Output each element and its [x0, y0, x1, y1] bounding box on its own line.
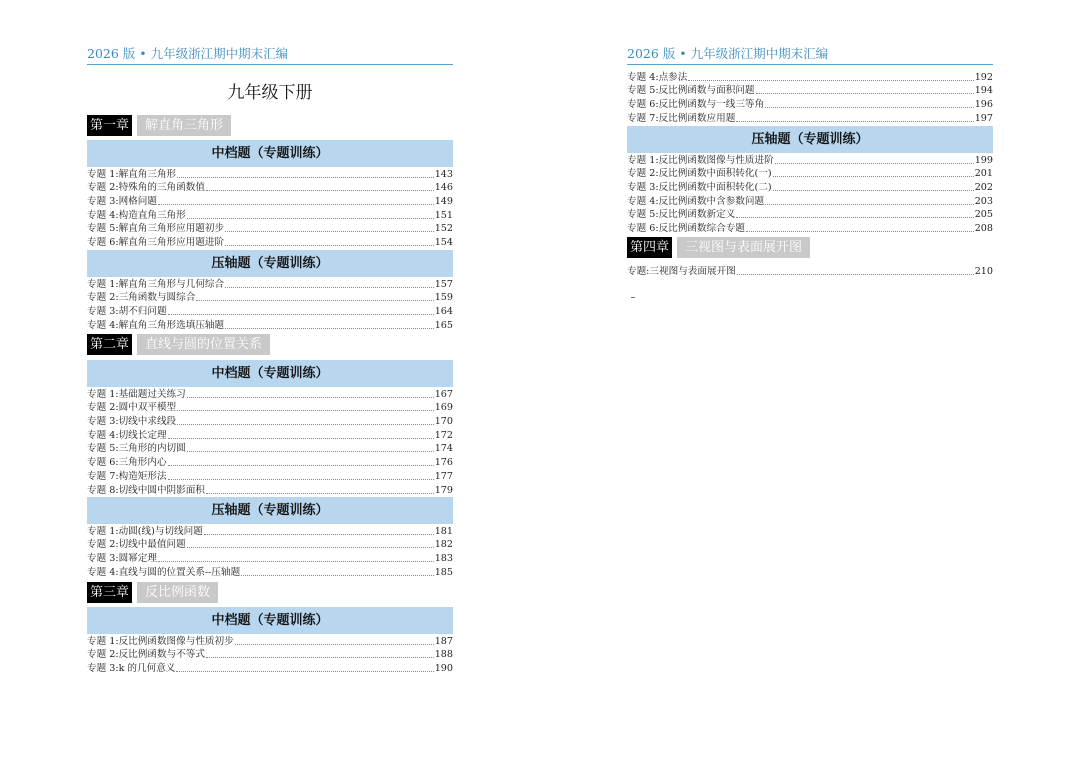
- toc-entry-label: 专题 2:特殊角的三角函数值: [87, 182, 205, 194]
- toc-entry-page-number: 197: [974, 112, 993, 124]
- chapter-number: 第三章: [87, 582, 132, 603]
- chapter-heading-3: [87, 582, 218, 603]
- toc-entry-page-number: 149: [434, 196, 453, 208]
- dot-leader: [688, 79, 973, 81]
- toc-entry-page-number: 167: [434, 388, 453, 400]
- toc-entry-page-number: 199: [974, 154, 993, 166]
- toc-list-ch4: [627, 264, 993, 278]
- stray-mark: [631, 297, 635, 298]
- toc-entry-page-number: 185: [434, 566, 453, 578]
- toc-entry: [627, 70, 993, 84]
- toc-entry: [87, 538, 453, 552]
- toc-list-ch3-mid: [87, 634, 453, 675]
- toc-entry: [87, 414, 453, 428]
- toc-entry: [87, 208, 453, 222]
- toc-entry-page-number: 187: [434, 635, 453, 647]
- toc-entry-page-number: 146: [434, 182, 453, 194]
- toc-entry: [87, 483, 453, 497]
- toc-entry-label: 专题 2:三角函数与圆综合: [87, 292, 196, 304]
- toc-entry: [87, 551, 453, 565]
- dot-leader: [187, 546, 434, 548]
- toc-entry-page-number: 190: [434, 663, 453, 675]
- toc-entry-page-number: 196: [974, 99, 993, 111]
- dot-leader: [206, 492, 434, 494]
- toc-entry: [627, 208, 993, 222]
- toc-entry-label: 专题 4:直线与圆的位置关系--压轴题: [87, 566, 241, 578]
- toc-entry-page-number: 143: [434, 168, 453, 180]
- toc-entry-label: 专题 2:切线中最值问题: [87, 539, 186, 551]
- section-heading-ch3-hard: 压轴题（专题训练）: [627, 126, 993, 153]
- chapter-number: 第二章: [87, 334, 132, 355]
- dot-leader: [176, 670, 433, 672]
- dot-leader: [775, 162, 974, 164]
- chapter-title: 反比例函数: [137, 582, 218, 603]
- toc-entry: [87, 634, 453, 648]
- toc-entry-page-number: 202: [974, 182, 993, 194]
- toc-entry: [87, 442, 453, 456]
- chapter-title: 直线与圆的位置关系: [137, 334, 270, 355]
- toc-entry: [627, 180, 993, 194]
- toc-entry: [87, 401, 453, 415]
- toc-entry: [87, 181, 453, 195]
- toc-entry-label: 专题 4:点参法: [627, 71, 688, 83]
- toc-list-ch1-mid: [87, 167, 453, 249]
- toc-entry: [87, 291, 453, 305]
- toc-entry-label: 专题 3:k 的几何意义: [87, 663, 176, 675]
- toc-entry: [627, 97, 993, 111]
- toc-entry-page-number: 176: [434, 457, 453, 469]
- chapter-heading-1: [87, 115, 231, 136]
- dot-leader: [168, 437, 434, 439]
- toc-entry-label: 专题 3:圆幂定理: [87, 553, 157, 565]
- toc-entry-page-number: 183: [434, 553, 453, 565]
- chapter-heading-4: [627, 237, 810, 258]
- toc-entry: [87, 222, 453, 236]
- toc-entry-page-number: 177: [434, 470, 453, 482]
- toc-entry-page-number: 159: [434, 292, 453, 304]
- toc-entry-label: 专题 1:基础题过关练习: [87, 388, 186, 400]
- toc-entry-label: 专题 6:反比例函数与一线三等角: [627, 99, 765, 111]
- toc-entry: [87, 565, 453, 579]
- toc-entry-label: 专题 7:构造矩形法: [87, 470, 167, 482]
- chapter-title: 三视图与表面展开图: [677, 237, 810, 258]
- toc-entry-page-number: 210: [974, 265, 993, 277]
- toc-entry-page-number: 174: [434, 443, 453, 455]
- toc-entry: [627, 84, 993, 98]
- toc-entry-page-number: 169: [434, 402, 453, 414]
- toc-list-ch2-hard: [87, 524, 453, 579]
- chapter-title: 解直角三角形: [137, 115, 231, 136]
- dot-leader: [168, 478, 434, 480]
- toc-entry-label: 专题 4:反比例函数中含参数问题: [627, 195, 765, 207]
- dot-leader: [204, 533, 434, 535]
- dot-leader: [206, 656, 434, 658]
- dot-leader: [187, 217, 434, 219]
- toc-entry-label: 专题 8:切线中圆中阴影面积: [87, 484, 205, 496]
- dot-leader: [158, 560, 434, 562]
- chapter-number: 第四章: [627, 237, 672, 258]
- section-heading-ch1-mid: 中档题（专题训练）: [87, 140, 453, 167]
- toc-entry: [627, 153, 993, 167]
- toc-entry-label: 专题 4:解直角三角形选填压轴题: [87, 319, 225, 331]
- toc-entry-page-number: 208: [974, 223, 993, 235]
- dot-leader: [235, 643, 434, 645]
- section-heading-ch1-hard: 压轴题（专题训练）: [87, 250, 453, 277]
- page-title: 九年级下册: [227, 83, 313, 103]
- toc-entry-page-number: 205: [974, 209, 993, 221]
- toc-entry: [627, 111, 993, 125]
- dot-leader: [225, 230, 434, 232]
- toc-entry: [87, 277, 453, 291]
- section-heading-ch3-mid: 中档题（专题训练）: [87, 607, 453, 634]
- toc-list-ch1-hard: [87, 277, 453, 332]
- toc-entry-label: 专题 7:反比例函数应用题: [627, 112, 736, 124]
- toc-entry: [627, 194, 993, 208]
- toc-entry-label: 专题 5:反比例函数新定义: [627, 209, 736, 221]
- toc-entry: [87, 428, 453, 442]
- toc-entry-label: 专题 1:解直角三角形与几何综合: [87, 278, 225, 290]
- toc-entry-page-number: 165: [434, 319, 453, 331]
- dot-leader: [737, 273, 974, 275]
- toc-entry-label: 专题 2:反比例函数中面积转化(一): [627, 168, 772, 180]
- toc-entry: [87, 387, 453, 401]
- dot-leader: [225, 286, 434, 288]
- toc-entry-page-number: 151: [434, 209, 453, 221]
- dot-leader: [225, 244, 434, 246]
- dot-leader: [196, 299, 433, 301]
- chapter-heading-2: [87, 334, 270, 355]
- dot-leader: [756, 92, 974, 94]
- toc-entry-page-number: 172: [434, 429, 453, 441]
- dot-leader: [206, 189, 434, 191]
- running-header: 2026 版 • 九年级浙江期中期末汇编: [87, 46, 453, 65]
- toc-entry-page-number: 152: [434, 223, 453, 235]
- toc-entry-page-number: 201: [974, 168, 993, 180]
- running-header: 2026 版 • 九年级浙江期中期末汇编: [627, 46, 993, 65]
- toc-entry: [87, 661, 453, 675]
- toc-entry-label: 专题 3:切线中求线段: [87, 416, 177, 428]
- toc-list-ch3-mid-cont: [627, 70, 993, 125]
- toc-entry: [87, 304, 453, 318]
- toc-entry-label: 专题 6:解直角三角形应用题进阶: [87, 237, 225, 249]
- toc-entry-label: 专题 3:网格问题: [87, 196, 157, 208]
- toc-entry: [87, 167, 453, 181]
- toc-entry-label: 专题 2:圆中双平模型: [87, 402, 177, 414]
- toc-entry-label: 专题 5:解直角三角形应用题初步: [87, 223, 225, 235]
- toc-entry-page-number: 188: [434, 649, 453, 661]
- dot-leader: [773, 189, 974, 191]
- dot-leader: [177, 176, 434, 178]
- toc-entry-label: 专题 6:反比例函数综合专题: [627, 223, 745, 235]
- toc-entry: [87, 524, 453, 538]
- toc-entry: [87, 469, 453, 483]
- dot-leader: [187, 396, 434, 398]
- toc-entry-page-number: 157: [434, 278, 453, 290]
- dot-leader: [187, 450, 434, 452]
- toc-entry: [627, 221, 993, 235]
- dot-leader: [168, 464, 434, 466]
- toc-entry-page-number: 154: [434, 237, 453, 249]
- toc-list-ch2-mid: [87, 387, 453, 497]
- toc-entry-label: 专题 3:反比例函数中面积转化(二): [627, 182, 772, 194]
- dot-leader: [168, 313, 434, 315]
- toc-entry: [87, 318, 453, 332]
- dot-leader: [177, 423, 434, 425]
- toc-entry-label: 专题 1:反比例函数图像与性质进阶: [627, 154, 774, 166]
- toc-entry-label: 专题 4:构造直角三角形: [87, 209, 186, 221]
- toc-entry-page-number: 194: [974, 85, 993, 97]
- toc-entry-page-number: 203: [974, 195, 993, 207]
- toc-entry: [627, 167, 993, 181]
- toc-entry: [87, 455, 453, 469]
- toc-entry-label: 专题 3:胡不归问题: [87, 306, 167, 318]
- dot-leader: [158, 203, 434, 205]
- toc-entry-label: 专题 5:三角形的内切圆: [87, 443, 186, 455]
- dot-leader: [241, 574, 434, 576]
- toc-entry-page-number: 164: [434, 306, 453, 318]
- dot-leader: [177, 409, 434, 411]
- toc-entry-label: 专题 6:三角形内心: [87, 457, 167, 469]
- toc-entry-page-number: 182: [434, 539, 453, 551]
- toc-entry-page-number: 170: [434, 416, 453, 428]
- toc-entry: [627, 264, 993, 278]
- chapter-number: 第一章: [87, 115, 132, 136]
- toc-entry-label: 专题 1:反比例函数图像与性质初步: [87, 635, 234, 647]
- dot-leader: [736, 120, 973, 122]
- section-heading-ch2-mid: 中档题（专题训练）: [87, 360, 453, 387]
- toc-entry-label: 专题:三视图与表面展开图: [627, 265, 736, 277]
- dot-leader: [736, 216, 973, 218]
- toc-entry-label: 专题 2:反比例函数与不等式: [87, 649, 205, 661]
- toc-entry: [87, 648, 453, 662]
- toc-entry-page-number: 179: [434, 484, 453, 496]
- toc-entry: [87, 194, 453, 208]
- toc-entry-label: 专题 1:动圆(线)与切线问题: [87, 525, 203, 537]
- section-heading-ch2-hard: 压轴题（专题训练）: [87, 497, 453, 524]
- toc-entry-page-number: 181: [434, 525, 453, 537]
- toc-entry-label: 专题 5:反比例函数与面积问题: [627, 85, 755, 97]
- toc-entry-label: 专题 1:解直角三角形: [87, 168, 177, 180]
- dot-leader: [765, 106, 974, 108]
- toc-entry-label: 专题 4:切线长定理: [87, 429, 167, 441]
- dot-leader: [225, 327, 434, 329]
- dot-leader: [746, 230, 974, 232]
- dot-leader: [773, 175, 974, 177]
- toc-list-ch3-hard: [627, 153, 993, 235]
- toc-entry-page-number: 192: [974, 71, 993, 83]
- toc-entry: [87, 235, 453, 249]
- dot-leader: [765, 203, 974, 205]
